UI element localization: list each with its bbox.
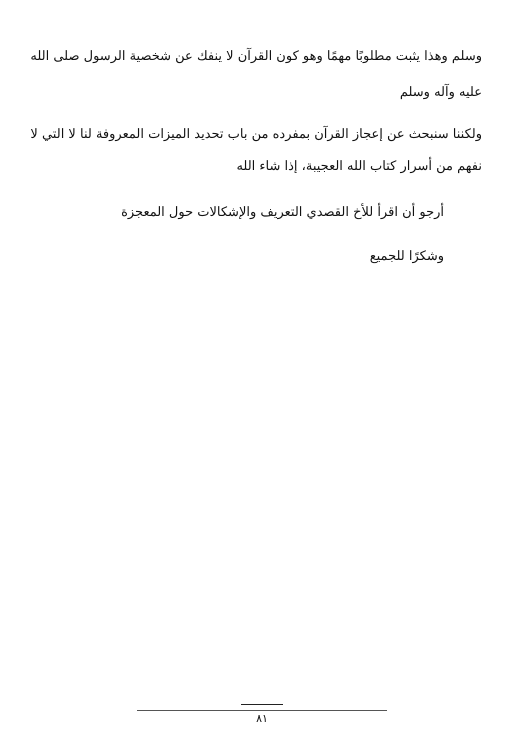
paragraph-2-line-2: نفهم من أسرار كتاب الله العجيبة، إذا شاء الله bbox=[236, 159, 482, 174]
paragraph-1-line-2: عليه وآله وسلم bbox=[399, 85, 482, 100]
paragraph-3: أرجو أن اقرأ للأخ القصدي التعريف والإشكالات حول المعجزة bbox=[121, 205, 444, 220]
page-number: ٨١ bbox=[256, 712, 268, 725]
paragraph-1-line-1: وسلم وهذا يثبت مطلوبًا مهمًا وهو كون القرآن لا ينفك عن شخصية الرسول صلى الله bbox=[30, 49, 482, 64]
paragraph-2-line-1: ولكننا سنبحث عن إعجاز القرآن بمفرده من باب تحديد الميزات المعروفة لنا لا التي لا bbox=[30, 127, 482, 142]
footer-rule-long bbox=[137, 710, 387, 711]
closing-thanks: وشكرًا للجميع bbox=[369, 249, 444, 264]
footer-rule-short bbox=[241, 704, 283, 705]
